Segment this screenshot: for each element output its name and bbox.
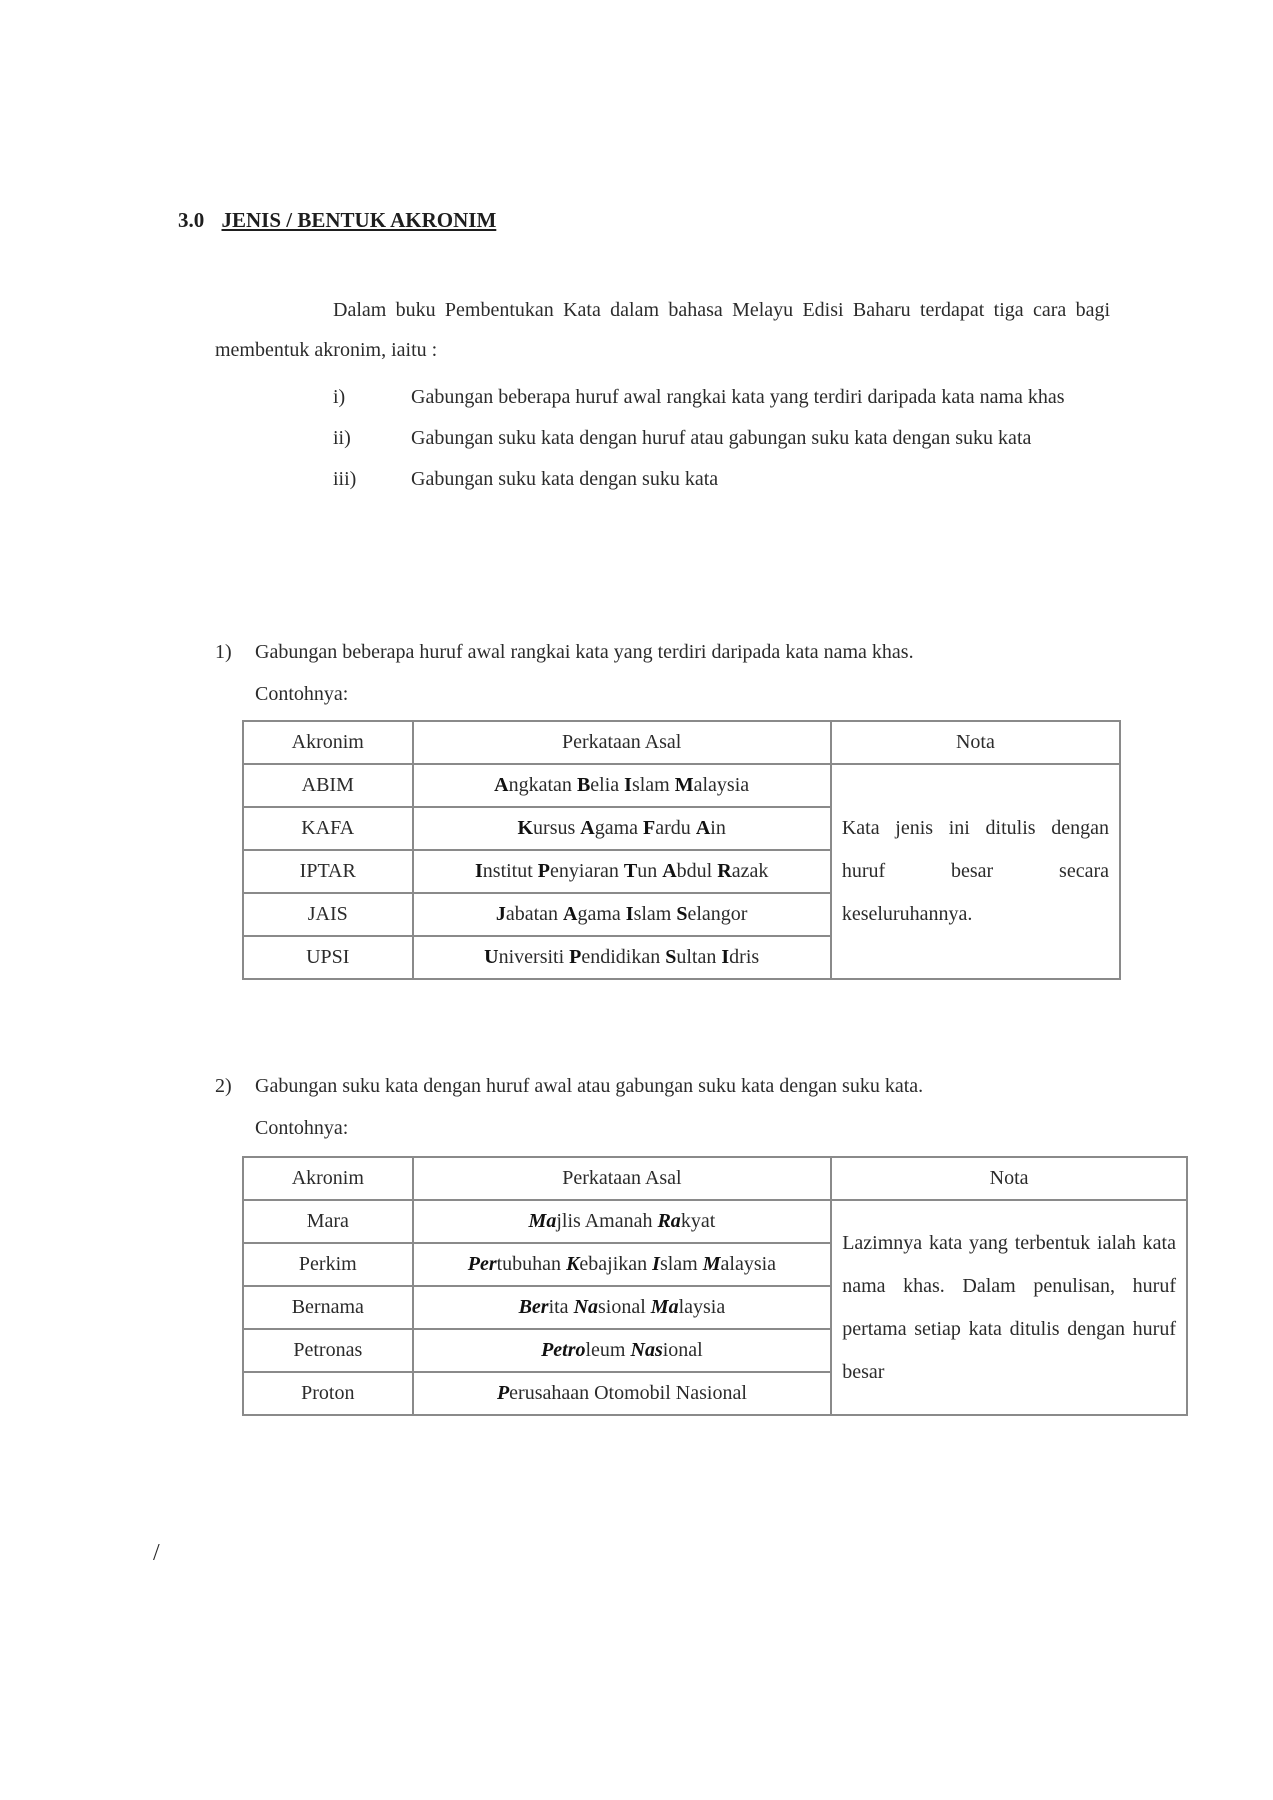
acronym-cell: Petronas <box>243 1329 413 1372</box>
header-nota: Nota <box>831 1157 1187 1200</box>
header-perkataan-asal: Perkataan Asal <box>413 721 831 764</box>
section-1-number: 1) <box>215 641 232 663</box>
acronym-cell: ABIM <box>243 764 413 807</box>
origin-cell: Perusahaan Otomobil Nasional <box>413 1372 832 1415</box>
header-akronim: Akronim <box>243 721 413 764</box>
acronym-cell: Mara <box>243 1200 413 1243</box>
section-1-title: Gabungan beberapa huruf awal rangkai kata yang terdiri daripada kata nama khas. <box>255 641 914 663</box>
table-row <box>243 764 1120 807</box>
section-number: 3.0 <box>178 208 205 232</box>
section-1-example-label: Contohnya: <box>255 683 349 705</box>
table-header-row <box>243 721 1120 764</box>
origin-cell: Angkatan Belia Islam Malaysia <box>413 764 831 807</box>
origin-cell: Petroleum Nasional <box>413 1329 832 1372</box>
section-title: JENIS / BENTUK AKRONIM <box>221 208 497 232</box>
table-header-row <box>243 1157 1187 1200</box>
section-2-example-label: Contohnya: <box>255 1117 349 1139</box>
acronym-cell: Proton <box>243 1372 413 1415</box>
section-2-number: 2) <box>215 1075 232 1097</box>
origin-cell: Kursus Agama Fardu Ain <box>413 807 831 850</box>
acronym-table-1 <box>242 720 1121 980</box>
acronym-cell: JAIS <box>243 893 413 936</box>
origin-cell: Universiti Pendidikan Sultan Idris <box>413 936 831 979</box>
origin-cell: Jabatan Agama Islam Selangor <box>413 893 831 936</box>
table-row <box>243 1200 1187 1243</box>
acronym-cell: Perkim <box>243 1243 413 1286</box>
origin-cell: Institut Penyiaran Tun Abdul Razak <box>413 850 831 893</box>
list-item-number: ii) <box>333 427 351 449</box>
list-item-text: Gabungan beberapa huruf awal rangkai kata yang terdiri daripada kata nama khas <box>411 386 1065 408</box>
nota-cell: Lazimnya kata yang terbentuk ialah kata nama khas. Dalam penulisan, huruf pertama setiap kata ditulis dengan huruf besar <box>831 1200 1187 1415</box>
nota-cell: Kata jenis ini ditulis dengan huruf besar secara keseluruhannya. <box>831 764 1120 979</box>
acronym-table-2 <box>242 1156 1188 1416</box>
list-item-text: Gabungan suku kata dengan huruf atau gabungan suku kata dengan suku kata <box>411 427 1032 449</box>
section-2-title: Gabungan suku kata dengan huruf awal atau gabungan suku kata dengan suku kata. <box>255 1075 924 1097</box>
list-item-number: i) <box>333 386 346 408</box>
origin-cell: Berita Nasional Malaysia <box>413 1286 832 1329</box>
header-nota: Nota <box>831 721 1120 764</box>
intro-paragraph <box>215 290 1110 370</box>
list-item-text: Gabungan suku kata dengan suku kata <box>411 468 719 490</box>
methods-list <box>333 377 1110 500</box>
header-akronim: Akronim <box>243 1157 413 1200</box>
intro-text: Dalam buku Pembentukan Kata dalam bahasa Melayu Edisi Baharu terdapat tiga cara bagi membentuk akronim, iaitu : <box>215 299 1110 361</box>
section-heading <box>178 208 496 233</box>
section-2-heading <box>215 1065 923 1149</box>
list-item-number: iii) <box>333 468 357 490</box>
list-item <box>333 418 1110 459</box>
acronym-cell: UPSI <box>243 936 413 979</box>
origin-cell: Pertubuhan Kebajikan Islam Malaysia <box>413 1243 832 1286</box>
list-item <box>333 459 1110 500</box>
acronym-cell: Bernama <box>243 1286 413 1329</box>
header-perkataan-asal: Perkataan Asal <box>413 1157 832 1200</box>
acronym-cell: KAFA <box>243 807 413 850</box>
list-item <box>333 377 1110 418</box>
origin-cell: Majlis Amanah Rakyat <box>413 1200 832 1243</box>
section-1-heading <box>215 631 914 715</box>
acronym-cell: IPTAR <box>243 850 413 893</box>
page-mark: / <box>153 1540 160 1566</box>
